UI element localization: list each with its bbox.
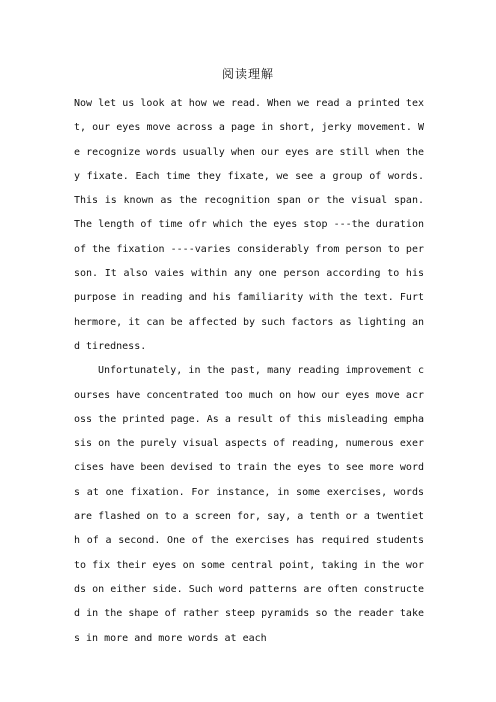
document-body bbox=[74, 92, 424, 651]
paragraph-2: Unfortunately, in the past, many reading improvement courses have concentrated too much on how our eyes move across the printed page. As a result of this misleading emphasis on the purely visual aspects of reading, numerous exercises have been devised to train the eyes to see more words at one fixation. For instance, in some exercises, words are flashed on to a screen for, say, a tenth or a twentieth of a second. One of the exercises has required students to fix their eyes on some central point, taking in the words on either side. Such word patterns are often constructed in the shape of rather steep pyramids so the reader takes in more and more words at each bbox=[74, 365, 424, 644]
document-title: 阅读理解 bbox=[221, 67, 274, 81]
paragraph-1: Now let us look at how we read. When we read a printed text, our eyes move across a page in short, jerky movement. We recognize words usually when our eyes are still when they fixate. Each time they fixate, we see a group of words. This is known as the recognition span or the visual span. The length of time ofr which the eyes stop ---the duration of the fixation ----varies considerably from person to person. It also vaies within any one person according to his purpose in reading and his familiarity with the text. Furthermore, it can be affected by such factors as lighting and tiredness. bbox=[74, 98, 424, 352]
